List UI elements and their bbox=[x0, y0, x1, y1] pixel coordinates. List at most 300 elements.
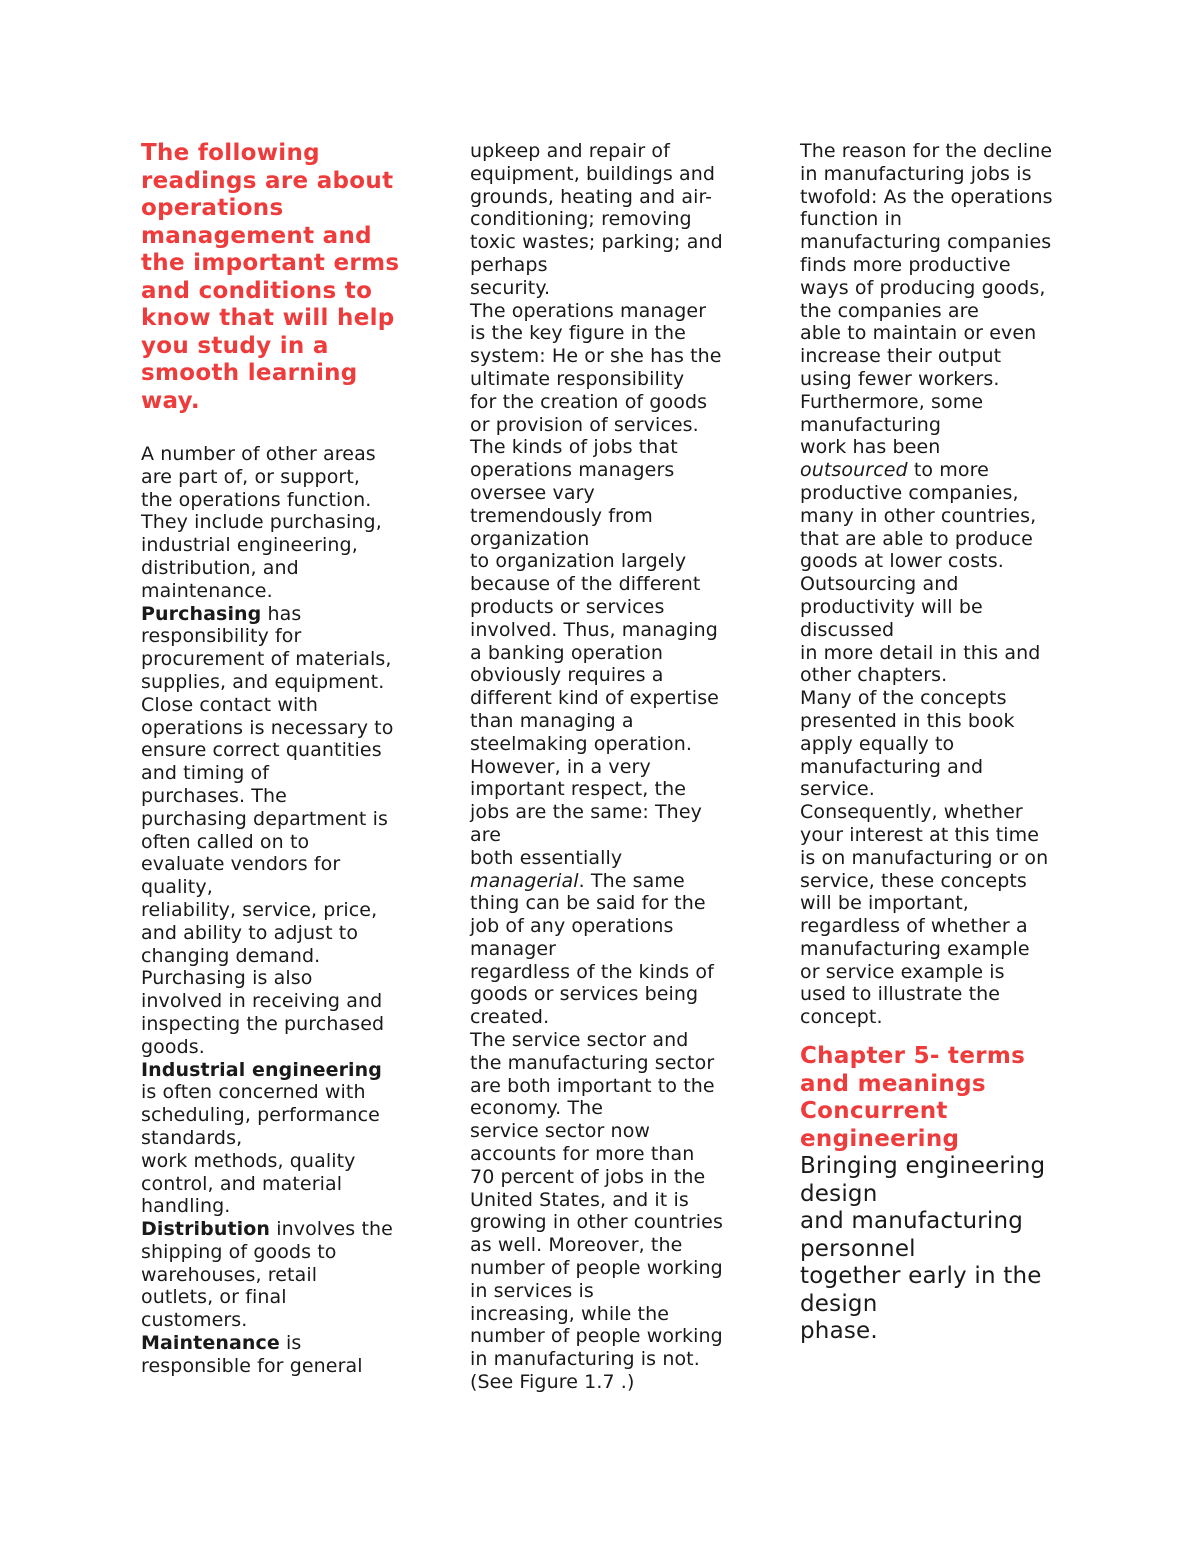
section-heading-line: smooth learning bbox=[141, 360, 358, 386]
text-run: than managing a bbox=[470, 709, 634, 732]
bold-term: Purchasing bbox=[141, 602, 262, 625]
body-text-line bbox=[470, 1143, 742, 1166]
body-text-line bbox=[141, 489, 413, 512]
text-run: . The same bbox=[578, 869, 685, 892]
body-text-line bbox=[470, 1120, 742, 1143]
text-run: grounds, heating and air- bbox=[470, 185, 713, 208]
text-run: Furthermore, some bbox=[800, 390, 984, 413]
text-run: productive companies, bbox=[800, 481, 1019, 504]
body-text-line bbox=[470, 573, 742, 596]
body-text-line bbox=[141, 967, 413, 990]
body-text-line bbox=[800, 322, 1072, 345]
text-run: productivity will be bbox=[800, 595, 983, 618]
body-text-line bbox=[141, 853, 413, 876]
body-text-line bbox=[141, 1036, 413, 1059]
text-run: goods or services being bbox=[470, 983, 699, 1006]
body-text-line bbox=[800, 733, 1072, 756]
body-text-line bbox=[800, 687, 1072, 710]
body-text-line bbox=[470, 1348, 742, 1371]
text-run: and ability to adjust to bbox=[141, 921, 359, 944]
text-run: involves the bbox=[270, 1218, 393, 1241]
text-run: involved. Thus, managing bbox=[470, 618, 718, 641]
section-heading-line: operations bbox=[141, 195, 284, 221]
text-run: created. bbox=[470, 1006, 550, 1029]
text-run: different kind of expertise bbox=[470, 687, 719, 710]
italic-term: outsourced bbox=[800, 459, 908, 482]
body-text-line bbox=[470, 801, 742, 824]
body-text-line bbox=[141, 694, 413, 717]
text-run: Consequently, whether bbox=[800, 801, 1023, 824]
body-text-line bbox=[141, 831, 413, 854]
text-run: in services is bbox=[470, 1279, 594, 1302]
text-run: reliability, service, price, bbox=[141, 898, 378, 921]
body-text-line bbox=[141, 899, 413, 922]
text-run: thing can be said for the bbox=[470, 892, 706, 915]
text-run: They include purchasing, bbox=[141, 511, 382, 534]
text-run: in manufacturing is not. bbox=[470, 1348, 700, 1371]
body-text-line bbox=[141, 1013, 413, 1036]
text-run: able to maintain or even bbox=[800, 322, 1037, 345]
body-text-line bbox=[800, 961, 1072, 984]
text-run: toxic wastes; parking; and bbox=[470, 231, 723, 254]
text-run: using fewer workers. bbox=[800, 367, 1000, 390]
text-run: increasing, while the bbox=[470, 1302, 670, 1325]
body-text-line bbox=[470, 322, 742, 345]
section-heading-line: Chapter 5- terms bbox=[800, 1043, 1026, 1070]
body-text-line bbox=[141, 1195, 413, 1218]
text-run: purchases. The bbox=[141, 784, 287, 807]
text-run: manufacturing and bbox=[800, 755, 984, 778]
body-text-line bbox=[470, 915, 742, 938]
body-text-line bbox=[141, 625, 413, 648]
paragraph-gap bbox=[800, 1029, 1072, 1043]
text-run: job of any operations bbox=[470, 915, 674, 938]
text-run: important respect, the bbox=[470, 778, 686, 801]
text-run: concept. bbox=[800, 1006, 883, 1029]
body-text-line bbox=[470, 436, 742, 459]
section-heading-line: you study in a bbox=[141, 332, 329, 359]
body-text-line bbox=[141, 603, 413, 626]
text-run: your interest at this time bbox=[800, 823, 1040, 846]
body-text-line bbox=[800, 801, 1072, 824]
body-text-line bbox=[470, 368, 742, 391]
text-run: purchasing department is bbox=[141, 807, 388, 830]
text-run: is often concerned with bbox=[141, 1081, 366, 1104]
text-run: responsibility for bbox=[141, 625, 302, 648]
bold-term: Industrial engineering bbox=[141, 1058, 382, 1081]
text-run: regardless of whether a bbox=[800, 915, 1028, 938]
text-run: and timing of bbox=[141, 762, 270, 785]
text-run: quality, bbox=[141, 876, 213, 899]
text-run: security. bbox=[470, 276, 551, 299]
text-run: a banking operation bbox=[470, 641, 663, 664]
body-text-line bbox=[470, 961, 742, 984]
body-text-line bbox=[470, 664, 742, 687]
body-text-line bbox=[141, 580, 413, 603]
text-run: conditioning; removing bbox=[470, 208, 692, 231]
body-text-line bbox=[470, 1257, 742, 1280]
definition-line: personnel bbox=[800, 1235, 916, 1262]
body-text-line bbox=[800, 710, 1072, 733]
body-text-line bbox=[141, 1104, 413, 1127]
body-text-line bbox=[470, 300, 742, 323]
body-text-line bbox=[800, 414, 1072, 437]
text-run: manufacturing companies bbox=[800, 231, 1052, 254]
body-text-line bbox=[800, 642, 1072, 665]
body-text-line bbox=[141, 1173, 413, 1196]
text-run: operations is necessary to bbox=[141, 716, 394, 739]
text-run: that are able to produce bbox=[800, 527, 1033, 550]
text-run: tremendously from bbox=[470, 504, 653, 527]
body-text-line bbox=[800, 300, 1072, 323]
body-text-line bbox=[470, 847, 742, 870]
body-text-line bbox=[800, 847, 1072, 870]
body-text-line bbox=[141, 739, 413, 762]
text-run: ensure correct quantities bbox=[141, 739, 382, 762]
body-text-line bbox=[141, 990, 413, 1013]
text-run: The reason for the decline bbox=[800, 140, 1053, 162]
body-text-line bbox=[141, 648, 413, 671]
text-run: goods. bbox=[141, 1035, 205, 1058]
text-run: used to illustrate the bbox=[800, 983, 1001, 1006]
body-text-line bbox=[470, 1211, 742, 1234]
body-text-line bbox=[800, 892, 1072, 915]
body-text-line bbox=[470, 1075, 742, 1098]
body-text-line bbox=[800, 550, 1072, 573]
text-run: are bbox=[470, 823, 502, 846]
text-run: to organization largely bbox=[470, 550, 687, 573]
text-run: service, these concepts bbox=[800, 869, 1027, 892]
body-text-line bbox=[141, 1309, 413, 1332]
text-run: service sector now bbox=[470, 1120, 651, 1143]
body-text-line bbox=[800, 870, 1072, 893]
body-text-line bbox=[800, 938, 1072, 961]
section-heading-line: and meanings bbox=[800, 1070, 986, 1097]
body-text-line bbox=[470, 1303, 742, 1326]
text-run: evaluate vendors for bbox=[141, 853, 341, 876]
bold-term: Maintenance bbox=[141, 1332, 280, 1355]
text-run: in manufacturing jobs is bbox=[800, 162, 1032, 185]
body-text-line bbox=[470, 277, 742, 300]
body-text-line bbox=[470, 870, 742, 893]
body-text-line bbox=[141, 785, 413, 808]
text-run: procurement of materials, bbox=[141, 648, 392, 671]
text-run: ultimate responsibility bbox=[470, 367, 685, 390]
definition-line: and manufacturing bbox=[800, 1208, 1024, 1235]
section-heading-line: know that will help bbox=[141, 305, 395, 331]
text-run: However, in a very bbox=[470, 755, 651, 778]
body-text-line bbox=[141, 1127, 413, 1150]
body-text-line bbox=[800, 664, 1072, 687]
body-text-line bbox=[141, 1264, 413, 1287]
text-run: jobs are the same: They bbox=[470, 801, 702, 824]
body-text-line bbox=[470, 550, 742, 573]
text-run: scheduling, performance bbox=[141, 1104, 380, 1127]
body-text-line bbox=[470, 596, 742, 619]
text-run: regardless of the kinds of bbox=[470, 960, 714, 983]
text-run: products or services bbox=[470, 595, 665, 618]
body-text-line bbox=[470, 482, 742, 505]
text-run: industrial engineering, bbox=[141, 534, 358, 557]
section-heading-line: The following bbox=[141, 140, 320, 166]
body-text-line bbox=[470, 505, 742, 528]
text-run: goods at lower costs. bbox=[800, 550, 1004, 573]
text-run: upkeep and repair of bbox=[470, 140, 670, 162]
body-text-line bbox=[800, 778, 1072, 801]
text-run: many in other countries, bbox=[800, 504, 1037, 527]
text-run: twofold: As the operations bbox=[800, 185, 1053, 208]
body-text-line bbox=[470, 1234, 742, 1257]
body-text-line bbox=[470, 756, 742, 779]
text-run: obviously requires a bbox=[470, 664, 664, 687]
body-text-line bbox=[470, 642, 742, 665]
text-run: supplies, and equipment. bbox=[141, 670, 385, 693]
text-run: apply equally to bbox=[800, 732, 955, 755]
definition-line: design bbox=[800, 1180, 878, 1207]
body-text-line bbox=[470, 140, 742, 163]
definition-line: design bbox=[800, 1290, 878, 1317]
text-run: Many of the concepts bbox=[800, 687, 1007, 710]
italic-term: managerial bbox=[470, 869, 579, 892]
body-text-line bbox=[470, 619, 742, 642]
text-run: as well. Moreover, the bbox=[470, 1234, 683, 1257]
body-text-line bbox=[470, 824, 742, 847]
section-heading-line: and conditions to bbox=[141, 277, 373, 304]
text-run: in more detail in this and bbox=[800, 641, 1041, 664]
text-run: number of people working bbox=[470, 1325, 723, 1348]
body-text-line bbox=[470, 208, 742, 231]
text-run: work methods, quality bbox=[141, 1149, 356, 1172]
text-run: United States, and it is bbox=[470, 1188, 689, 1211]
text-run: is bbox=[279, 1332, 302, 1355]
text-run: Outsourcing and bbox=[800, 573, 959, 596]
body-text-line bbox=[800, 208, 1072, 231]
text-run: standards, bbox=[141, 1126, 243, 1149]
text-run: responsible for general bbox=[141, 1354, 363, 1377]
body-text-line bbox=[141, 876, 413, 899]
text-run: equipment, buildings and bbox=[470, 162, 716, 185]
text-run: accounts for more than bbox=[470, 1143, 695, 1166]
text-run: for the creation of goods bbox=[470, 390, 708, 413]
body-text-line bbox=[470, 1006, 742, 1029]
text-run: Purchasing is also bbox=[141, 967, 313, 990]
body-text-line bbox=[470, 1029, 742, 1052]
body-text-line bbox=[141, 557, 413, 580]
column-1 bbox=[141, 140, 413, 1378]
section-heading-line: management and bbox=[141, 222, 372, 249]
body-text-line bbox=[141, 534, 413, 557]
body-text-line bbox=[470, 1166, 742, 1189]
body-text-line bbox=[470, 733, 742, 756]
body-text-line bbox=[800, 983, 1072, 1006]
text-run: is on manufacturing or on bbox=[800, 846, 1049, 869]
text-run: both essentially bbox=[470, 846, 623, 869]
body-text-line bbox=[470, 1280, 742, 1303]
body-text-line bbox=[800, 368, 1072, 391]
body-text-line bbox=[800, 140, 1072, 163]
body-text-line bbox=[141, 762, 413, 785]
text-run: economy. The bbox=[470, 1097, 604, 1120]
body-text-line bbox=[141, 1150, 413, 1173]
body-text-line bbox=[800, 163, 1072, 186]
body-text-line bbox=[470, 1371, 742, 1394]
body-text-line bbox=[800, 1006, 1072, 1029]
text-run: or service example is bbox=[800, 960, 1005, 983]
body-text-line bbox=[470, 163, 742, 186]
text-run: presented in this book bbox=[800, 709, 1015, 732]
body-text-line bbox=[470, 1325, 742, 1348]
text-run: other chapters. bbox=[800, 664, 948, 687]
body-text-line bbox=[800, 756, 1072, 779]
text-run: growing in other countries bbox=[470, 1211, 723, 1234]
body-text-line bbox=[141, 466, 413, 489]
body-text-line bbox=[800, 915, 1072, 938]
text-run: are part of, or support, bbox=[141, 465, 361, 488]
body-text-line bbox=[141, 808, 413, 831]
text-run: will be important, bbox=[800, 892, 969, 915]
text-run: the companies are bbox=[800, 299, 979, 322]
text-run: The kinds of jobs that bbox=[470, 436, 678, 459]
body-text-line bbox=[800, 231, 1072, 254]
definition-line: Bringing engineering bbox=[800, 1153, 1046, 1180]
body-text-line bbox=[800, 345, 1072, 368]
text-run: steelmaking operation. bbox=[470, 732, 693, 755]
text-run: changing demand. bbox=[141, 944, 321, 967]
text-run: are both important to the bbox=[470, 1074, 715, 1097]
text-run: function in bbox=[800, 208, 903, 231]
text-run: manufacturing bbox=[800, 413, 941, 436]
section-heading-line: Concurrent bbox=[800, 1098, 948, 1125]
text-run: Close contact with bbox=[141, 693, 319, 716]
body-text-line bbox=[800, 436, 1072, 459]
text-run: control, and material bbox=[141, 1172, 343, 1195]
body-text-line bbox=[470, 983, 742, 1006]
body-text-line bbox=[141, 1355, 413, 1378]
text-run: maintenance. bbox=[141, 579, 273, 602]
text-run: is the key figure in the bbox=[470, 322, 686, 345]
text-run: number of people working bbox=[470, 1257, 723, 1280]
body-text-line bbox=[141, 511, 413, 534]
body-text-line bbox=[470, 1189, 742, 1212]
text-run: warehouses, retail bbox=[141, 1263, 318, 1286]
text-run: often called on to bbox=[141, 830, 310, 853]
body-text-line bbox=[470, 186, 742, 209]
bold-term: Distribution bbox=[141, 1218, 271, 1241]
text-run: oversee vary bbox=[470, 481, 595, 504]
column-2 bbox=[470, 140, 742, 1394]
body-text-line bbox=[141, 1241, 413, 1264]
body-text-line bbox=[141, 1286, 413, 1309]
text-run: finds more productive bbox=[800, 253, 1011, 276]
body-text-line bbox=[141, 1081, 413, 1104]
body-text-line bbox=[800, 459, 1072, 482]
text-run: system: He or she has the bbox=[470, 345, 722, 368]
body-text-line bbox=[141, 671, 413, 694]
definition-line: together early in the bbox=[800, 1263, 1042, 1290]
section-heading-line: readings are about bbox=[141, 167, 394, 194]
body-text-line bbox=[470, 345, 742, 368]
body-text-line bbox=[141, 1332, 413, 1355]
body-text-line bbox=[470, 254, 742, 277]
text-run: The service sector and bbox=[470, 1029, 689, 1052]
text-run: customers. bbox=[141, 1309, 248, 1332]
body-text-line bbox=[470, 459, 742, 482]
text-run: distribution, and bbox=[141, 556, 299, 579]
section-heading-line: engineering bbox=[800, 1125, 960, 1152]
body-text-line bbox=[800, 186, 1072, 209]
body-text-line bbox=[800, 505, 1072, 528]
body-text-line bbox=[470, 528, 742, 551]
body-text-line bbox=[141, 1218, 413, 1241]
text-run: operations managers bbox=[470, 459, 675, 482]
body-text-line bbox=[800, 619, 1072, 642]
body-text-line bbox=[470, 938, 742, 961]
text-run: manufacturing example bbox=[800, 937, 1030, 960]
body-text-line bbox=[800, 254, 1072, 277]
body-text-line bbox=[470, 710, 742, 733]
body-text-line bbox=[470, 892, 742, 915]
text-run: 70 percent of jobs in the bbox=[470, 1165, 706, 1188]
body-text-line bbox=[141, 1059, 413, 1082]
paragraph-gap bbox=[141, 415, 413, 443]
body-text-line bbox=[470, 687, 742, 710]
text-run: involved in receiving and bbox=[141, 990, 383, 1013]
text-run: shipping of goods to bbox=[141, 1240, 337, 1263]
body-text-line bbox=[141, 945, 413, 968]
text-run: outlets, or final bbox=[141, 1286, 287, 1309]
body-text-line bbox=[800, 391, 1072, 414]
body-text-line bbox=[800, 824, 1072, 847]
body-text-line bbox=[470, 231, 742, 254]
text-run: to more bbox=[907, 459, 989, 482]
text-run: ways of producing goods, bbox=[800, 276, 1046, 299]
text-run: perhaps bbox=[470, 253, 548, 276]
text-run: A number of other areas bbox=[141, 443, 376, 465]
body-text-line bbox=[470, 414, 742, 437]
text-run: has bbox=[261, 602, 302, 625]
body-text-line bbox=[141, 922, 413, 945]
body-text-line bbox=[141, 443, 413, 466]
section-heading-line: way. bbox=[141, 387, 200, 414]
text-run: (See Figure 1.7 .) bbox=[470, 1371, 635, 1394]
body-text-line bbox=[800, 573, 1072, 596]
text-run: handling. bbox=[141, 1195, 231, 1218]
definition-line: phase. bbox=[800, 1318, 878, 1345]
section-heading-line: the important erms bbox=[141, 250, 400, 276]
text-run: the operations function. bbox=[141, 488, 372, 511]
column-3 bbox=[800, 140, 1072, 1346]
text-run: manager bbox=[470, 937, 557, 960]
body-text-line bbox=[800, 528, 1072, 551]
text-run: organization bbox=[470, 527, 590, 550]
body-text-line bbox=[470, 778, 742, 801]
body-text-line bbox=[470, 1097, 742, 1120]
body-text-line bbox=[141, 717, 413, 740]
text-run: the manufacturing sector bbox=[470, 1051, 715, 1074]
text-run: or provision of services. bbox=[470, 413, 699, 436]
text-run: inspecting the purchased bbox=[141, 1012, 385, 1035]
text-run: discussed bbox=[800, 618, 895, 641]
body-text-line bbox=[470, 1052, 742, 1075]
text-run: because of the different bbox=[470, 573, 701, 596]
text-run: service. bbox=[800, 778, 875, 801]
body-text-line bbox=[800, 596, 1072, 619]
body-text-line bbox=[800, 482, 1072, 505]
text-run: The operations manager bbox=[470, 299, 707, 322]
body-text-line bbox=[800, 277, 1072, 300]
text-run: work has been bbox=[800, 436, 941, 459]
body-text-line bbox=[470, 391, 742, 414]
